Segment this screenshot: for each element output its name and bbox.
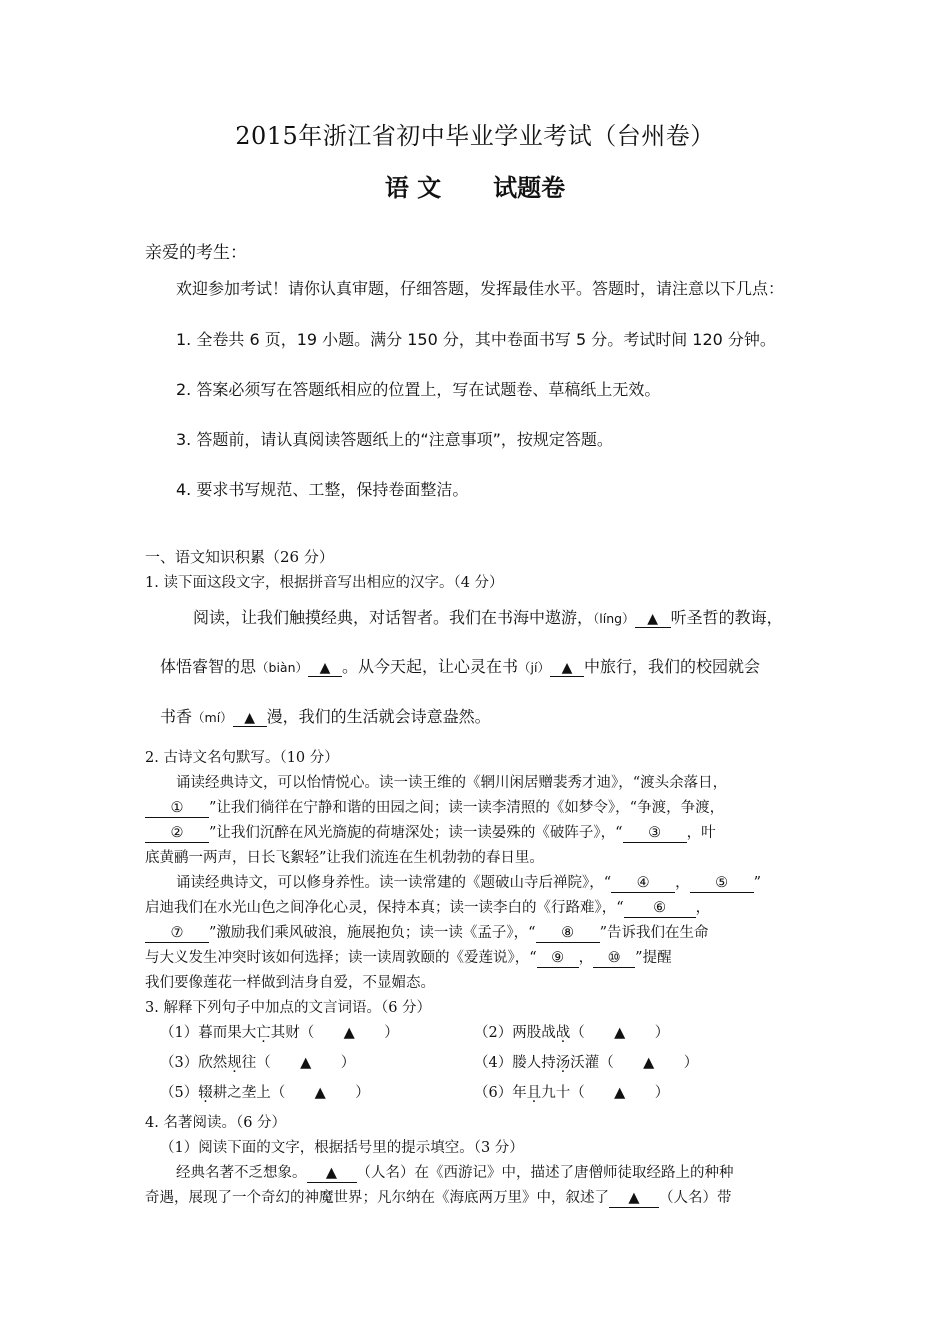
greeting: 亲爱的考生： <box>145 243 247 263</box>
answer-blank: ▲ <box>307 1166 357 1183</box>
q4-sub-1: （1）阅读下面的文字，根据括号里的提示填空。（3 分） <box>160 1140 524 1156</box>
q2-p1-line-4: 底黄鹂一两声，日长飞絮轻”让我们流连在生机勃勃的春日里。 <box>145 850 544 866</box>
q3-item-2: （2）两股战战（ ▲ ） <box>474 1025 670 1041</box>
welcome-text: 欢迎参加考试！请你认真审题，仔细答题，发挥最佳水平。答题时，请注意以下几点： <box>176 279 785 298</box>
q3-stem: 3. 解释下列句子中加点的文言词语。（6 分） <box>145 1000 432 1016</box>
q2-p1-line-1: 诵读经典诗文，可以怡情悦心。读一读王维的《辋川闲居赠裴秀才迪》，“渡头余落日， <box>176 775 728 791</box>
q4-line-2: 奇遇，展现了一个奇幻的神魔世界；凡尔纳在《海底两万里》中，叙述了 ▲ （人名）带 <box>145 1190 732 1206</box>
q2-p2-line-4: 与大义发生冲突时该如何选择；读一读周敦颐的《爱莲说》，“ ⑨ ， ⑩ ”提醒 <box>145 950 672 966</box>
q4-stem: 4. 名著阅读。（6 分） <box>145 1115 287 1131</box>
answer-blank: ▲ <box>635 612 671 628</box>
exam-title: 2015年浙江省初中毕业学业考试（台州卷） <box>235 122 715 150</box>
paper-label: 试题卷 <box>493 173 566 202</box>
blank-6: ⑥ <box>624 901 696 918</box>
exam-subtitle <box>0 168 950 203</box>
note-4: 4. 要求书写规范、工整，保持卷面整洁。 <box>176 480 469 499</box>
q2-p2-line-3: ⑦ ”激励我们乘风破浪，施展抱负；读一读《孟子》，“ ⑧ ”告诉我们在生命 <box>145 921 709 943</box>
blank-1: ① <box>145 801 209 818</box>
answer-blank: ▲ <box>550 661 584 677</box>
q3-item-3: （3）欣然规往（ ▲ ） <box>160 1055 356 1071</box>
answer-blank: ▲ <box>609 1191 659 1208</box>
q4-line-1: 经典名著不乏想象。 ▲ （人名）在《西游记》中，描述了唐僧师徒取经路上的种种 <box>176 1165 734 1181</box>
blank-3: ③ <box>623 826 687 843</box>
note-2: 2. 答案必须写在答题纸相应的位置上，写在试题卷、草稿纸上无效。 <box>176 380 661 399</box>
q1-line-1: 阅读，让我们触摸经典，对话智者。我们在书海中遨游，（líng） ▲ 听圣哲的教诲， <box>193 608 783 627</box>
q2-p1-line-2: ① ”让我们徜徉在宁静和谐的田园之间；读一读李清照的《如梦令》，“争渡，争渡， <box>145 796 724 818</box>
blank-9: ⑨ <box>537 951 579 968</box>
answer-blank: ▲ <box>308 661 342 677</box>
q3-item-6: （6）年且九十（ ▲ ） <box>474 1085 670 1101</box>
blank-8: ⑧ <box>536 926 600 943</box>
blank-5: ⑤ <box>690 876 754 893</box>
q1-line-3: 书香（mí） ▲ 漫，我们的生活就会诗意盎然。 <box>160 707 491 726</box>
section-title: 一、语文知识积累（26 分） <box>145 548 334 566</box>
blank-2: ② <box>145 826 209 843</box>
q2-p2-line-1: 诵读经典诗文，可以修身养性。读一读常建的《题破山寺后禅院》，“ ④ ， ⑤ ” <box>176 875 762 891</box>
q2-p2-line-2: 启迪我们在水光山色之间净化心灵，保持本真；读一读李白的《行路难》，“ ⑥ ， <box>145 900 711 916</box>
answer-blank: ▲ <box>233 711 267 727</box>
blank-10: ⑩ <box>593 951 635 968</box>
note-3: 3. 答题前，请认真阅读答题纸上的“注意事项”，按规定答题。 <box>176 430 613 449</box>
q1-stem: 1. 读下面这段文字，根据拼音写出相应的汉字。（4 分） <box>145 575 504 591</box>
q1-line-2: 体悟睿智的思（biàn） ▲ 。从今天起，让心灵在书（jí） ▲ 中旅行，我们的校园就会 <box>160 657 760 676</box>
q3-item-1: （1）暮而果大亡其财（ ▲ ） <box>160 1025 399 1041</box>
q2-p1-line-3: ② ”让我们沉醉在风光旖旎的荷塘深处；读一读晏殊的《破阵子》，“ ③ ，叶 <box>145 821 716 843</box>
q3-item-5: （5）辍耕之垄上（ ▲ ） <box>160 1085 370 1101</box>
blank-7: ⑦ <box>145 926 209 943</box>
q2-stem: 2. 古诗文名句默写。（10 分） <box>145 750 339 766</box>
subject-label: 语 文 <box>384 173 442 202</box>
note-1: 1. 全卷共 6 页，19 小题。满分 150 分，其中卷面书写 5 分。考试时间 120 分钟。 <box>176 330 776 349</box>
blank-4: ④ <box>611 876 675 893</box>
q3-item-4: （4）媵人持汤沃灌（ ▲ ） <box>474 1055 699 1071</box>
q2-p2-line-5: 我们要像莲花一样做到洁身自爱，不显媚态。 <box>145 975 435 991</box>
